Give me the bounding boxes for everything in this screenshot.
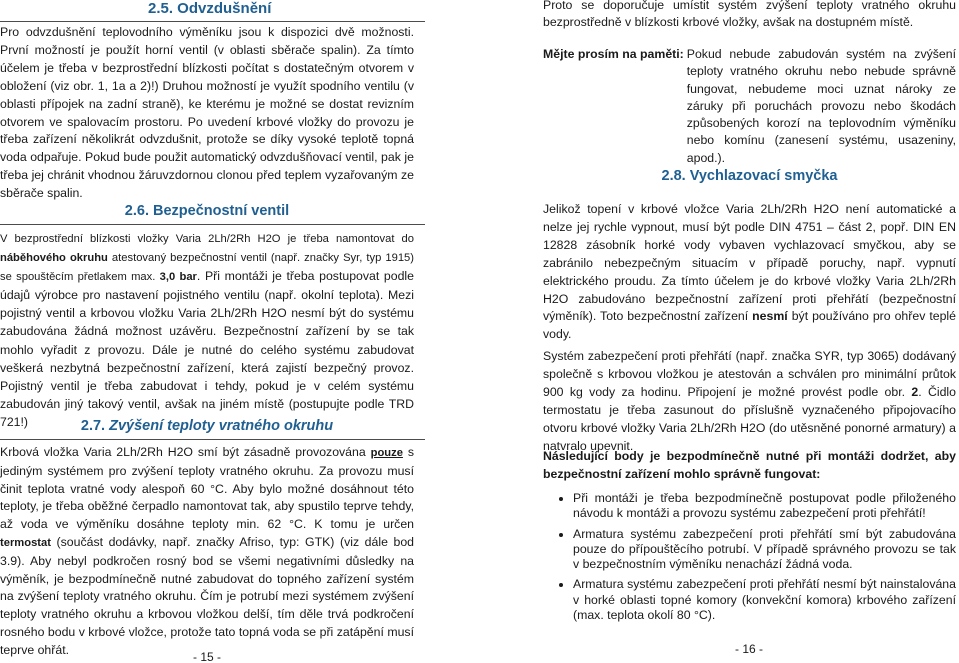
paragraph-doporuceni: Proto se doporučuje umístit systém zvýšení teploty vratného okruhu bezprostředně v blízkosti krbové vložky, avšak na dostupném místě. [543, 0, 956, 29]
list-item: • Armatura systému zabezpečení proti přehřátí nesmí být nainstalována v horké oblasti topné komory (konvekční komora) krbového zařízení (max. teplota okolí 80 °C). [573, 577, 956, 623]
paragraph-vychlazovaci-smycka: Jelikož topení v krbové vložce Varia 2Lh/2Rh H2O není automatické a nelze jej rychle vypnout, musí být podle DIN 4751 – část 2, popř. DIN EN 12828 zásobník horké vody vybaven vychlazovací smyčkou, aby se zabránilo nebezpečným situacím v případě poruchy, např. vypnutí elektrického proudu. Za tímto účelem je do krbové vložky Varia 2Lh/2Rh H2O zabudováno bezpečnostní zařízení proti přehřátí (bezpečnostní výměník). Toto bezpečnostní zařízení nesmí být používáno pro ohřev teplé vody. [543, 202, 957, 342]
section-heading-vychlazovaci-smycka: 2.8. Vychlazovací smyčka [661, 168, 838, 184]
note-label: Mějte prosím na paměti: [543, 47, 684, 61]
heading-rule [0, 21, 425, 22]
note-text: Pokud nebude zabudován systém na zvýšení teploty vratného okruhu nebo nebude správně fungovat, nebudeme moci uznat nároky ze záruky při poruchách provozu nebo škodách způsobených korozí na teplovodním výměníku nebo komínu (zanesení systému, usazeniny, apod.). [686, 47, 956, 165]
list-item: • Armatura systému zabezpečení proti přehřátí smí být zabudována pouze do přípouštěcího potrubí. V případě správného provozu se tak v bezpečnostním výměníku nenachází žádná voda. [573, 527, 956, 573]
paragraph-montaz-body: Následující body je bezpodmínečně nutné při montáži dodržet, aby bezpečnostní zařízení mohlo správně fungovat: [543, 449, 956, 481]
heading-rule [0, 439, 425, 440]
paragraph-bezpecnostni-ventil: V bezprostřední blízkosti vložky Varia 2Lh/2Rh H2O je třeba namontovat do náběhového okruhu atestovaný bezpečnostní ventil (např. značky Syr, typ 1915) se spouštěcím přetlakem max. 3,0 bar. Při montáži je třeba postupovat podle údajů výrobce pro nastavení pojistného ventilu (např. okolní teplota). Mezi pojistný ventil a krbovou vložku Varia 2Lh/2Rh H2O nesmí být do systému zabudována žádná možnost uzávěru. Bezpečnostní zařízení by se tak mohlo vyřadit z provozu. Dále je nutné do celého systému zabudovat veškerá nezbytná bezpečnostní zařízení, která zajistí bezpečný provoz. Pojistný ventil je třeba zabudovat i tehdy, pokud je v celém systému zabudován jiný takový ventil, avšak na jiném místě (postupujte podle TRD 721!) [0, 233, 414, 429]
heading-rule [0, 224, 425, 225]
section-heading-bezpecnostni-ventil: 2.6. Bezpečnostní ventil [124, 203, 290, 219]
paragraph-odvzdusneni: Pro odvzdušnění teplovodního výměníku jsou k dispozici dvě možnosti. První možností je použít horní ventil (v oblasti sběrače spalin). Za tímto účelem je třeba v bezprostřední blízkosti počítat s dostatečným otvorem v obložení (viz obr. 1, 1a a 2)!) Druhou možností je využít spodního ventilu (v oblasti přípojek na zadní straně), ke kterému je možné se dostat revizním otvorem ve spalovacím prostoru. Po uvedení krbové vložky do provozu je třeba zařízení několikrát odvzdušnit, protože se díky vysoké teplotě topná voda odpařuje. Pokud bude použit automatický odvzdušňovací ventil, pak je třeba jej chránit vhodnou žáruvzdornou clonou před teplem vyzařovaným ze sběrače spalin. [0, 25, 414, 201]
section-heading-odvzdusneni: 2.5. Odvzdušnění [148, 0, 272, 17]
page-16 [543, 0, 959, 663]
warranty-note [543, 46, 956, 167]
page-number: - 16 - [735, 642, 764, 656]
montaz-bullet-list [543, 491, 956, 628]
page-number: - 15 - [193, 650, 222, 663]
section-heading-zvyseni-teploty: 2.7. Zvýšení teploty vratného okruhu [80, 418, 334, 434]
list-item: • Při montáži je třeba bezpodmínečně postupovat podle přiloženého návodu k montáži a provozu systému zabezpečení proti přehřátí! [573, 491, 956, 522]
paragraph-zvyseni-teploty: Krbová vložka Varia 2Lh/2Rh H2O smí být zásadně provozována pouze s jediným systémem pro zvýšení teploty vratného okruhu. Za provozu musí činit teplota vratné vody alespoň 60 °C. Aby bylo možné dosáhnout této teploty, je třeba oběžné čerpadlo namontovat tak, aby spustilo teprve tehdy, až voda ve výměníku dosáhne teploty min. 62 °C. K tomu je určen termostat (součást dodávky, např. značky Afriso, typ: GTK) (viz dále bod 3.9). Aby nebyl podkročen rosný bod se všemi negativními důsledky na výměník, je bezpodmínečně nutné zabudovat do topného zařízení systém na zvýšení teploty vratného okruhu. Čím je potrubí mezi systémem zvýšení teploty vratného okruhu a krbovou vložkou delší, tím děle trvá podkročení rosného bodu v krbové vložce, protože tato topná voda se při zatápění musí teprve ohřát. [0, 445, 414, 657]
paragraph-zabezpeceni-prehrati: Systém zabezpečení proti přehřátí (např. značka SYR, typ 3065) dodávaný společně s krbovou vložkou je atestován a schválen pro minimální průtok 900 kg vody za hodinu. Připojení je možné provést podle obr. 2. Čidlo termostatu je třeba zasunout do příslušně vyznačeného připojovacího otvoru krbové vložky Varia 2Lh/2Rh H2O (do utěsněné ponorné armatury) a natvralo upevnit. [543, 349, 957, 453]
page-15 [0, 0, 425, 663]
